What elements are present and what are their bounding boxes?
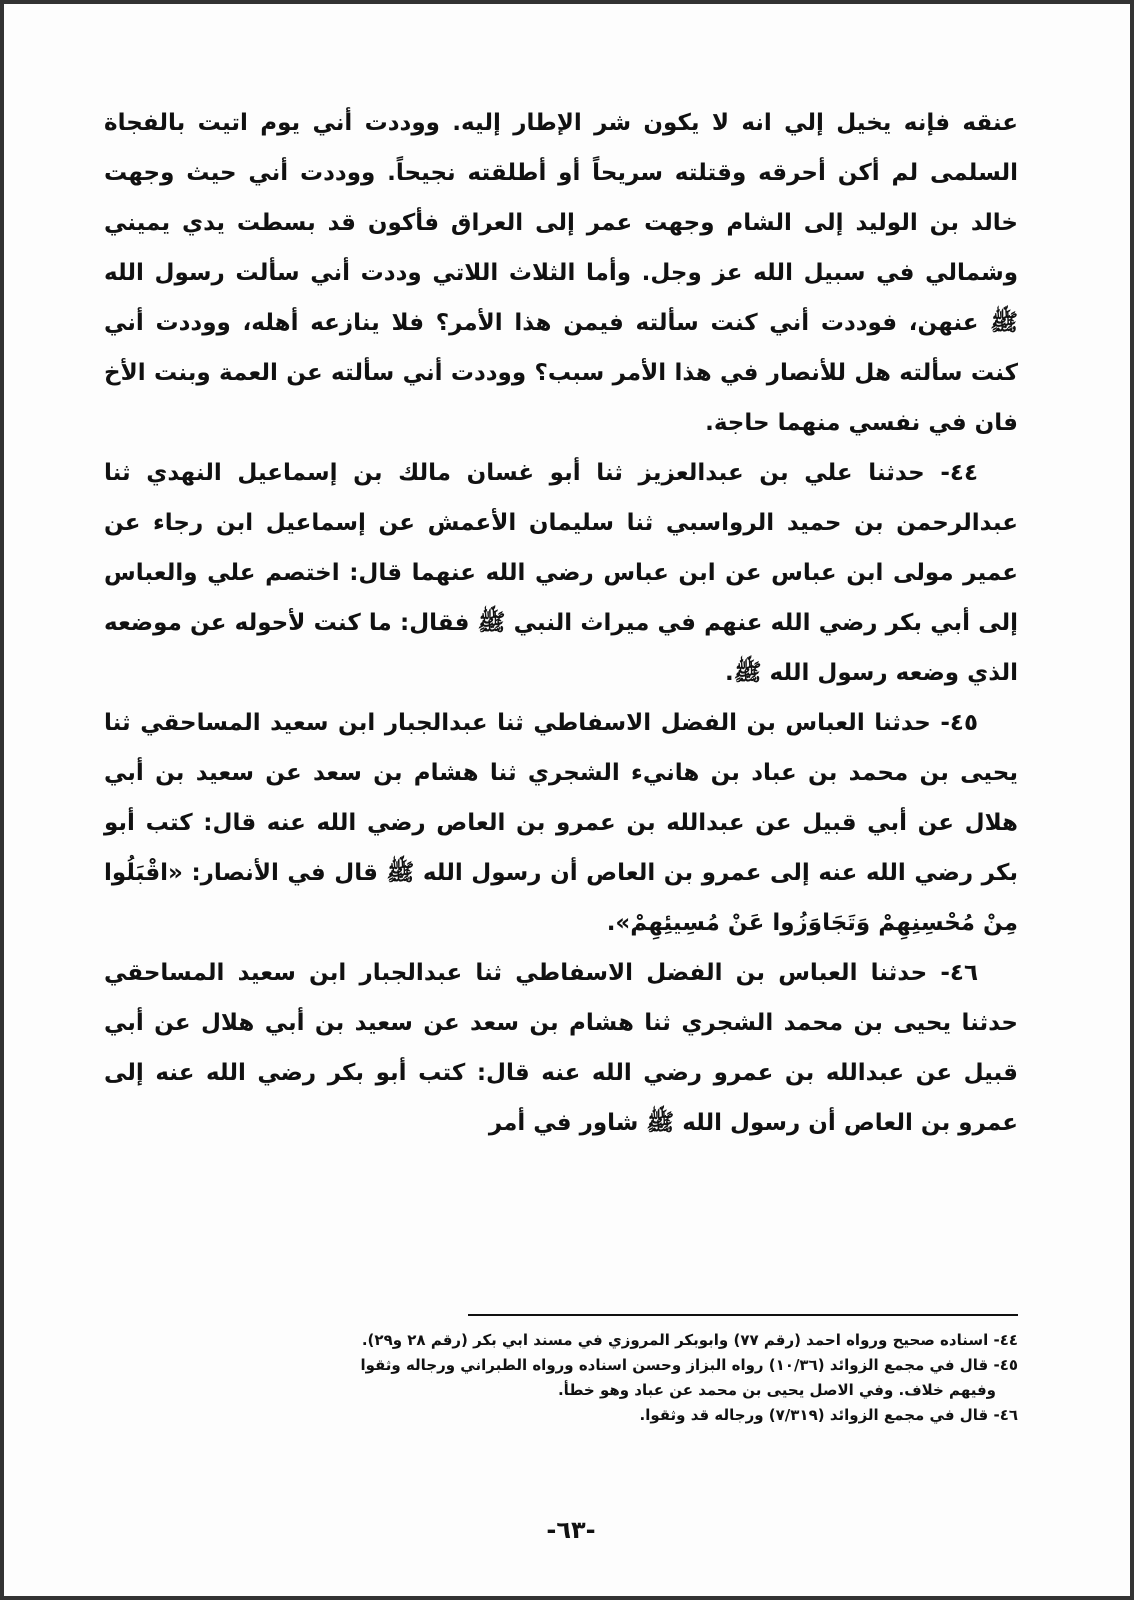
footnote-rule-area [104,1314,1018,1316]
footnote-46: ٤٦- قال في مجمع الزوائد (٧/٣١٩) ورجاله قد وثقوا. [639,1406,1018,1424]
footnote-45: ٤٥- قال في مجمع الزوائد (١٠/٣٦) رواه البزاز وحسن اسناده ورواه الطبراني ورجاله وثقوا [360,1356,1018,1374]
hadith-45: ٤٥- حدثنا العباس بن الفضل الاسفاطي ثنا عبدالجبار ابن سعيد المساحقي ثنا يحيى بن محمد بن عباد بن هانيء الشجري ثنا هشام بن سعد عن سعيد بن أبي هلال عن أبي قبيل عن عبدالله بن عمرو بن العاص رضي الله عنه قال: كتب أبو بكر رضي الله عنه إلى عمرو بن العاص أن رسول الله ﷺ قال في الأنصار: «اقْبَلُوا مِنْ مُحْسِنِهِمْ وَتَجَاوَزُوا عَنْ مُسِيئِهِمْ». [104,710,1018,936]
hadith-44: ٤٤- حدثنا علي بن عبدالعزيز ثنا أبو غسان مالك بن إسماعيل النهدي ثنا عبدالرحمن بن حميد الرواسبي ثنا سليمان الأعمش عن إسماعيل ابن رجاء عن عمير مولى ابن عباس عن ابن عباس رضي الله عنهما قال: اختصم علي والعباس إلى أبي بكر رضي الله عنهم في ميراث النبي ﷺ فقال: ما كنت لأحوله عن موضعه الذي وضعه رسول الله ﷺ. [104,460,1018,686]
footnote-45-continuation: وفيهم خلاف. وفي الاصل يحيى بن محمد عن عباد وهو خطأ. [557,1381,996,1399]
footnotes [104,1328,1018,1428]
paragraph-opening: عنقه فإنه يخيل إلي انه لا يكون شر الإطار إليه. ووددت أني يوم اتيت بالفجاة السلمى لم أكن أحرقه وقتلته سريحاً أو أطلقته نجيحاً. ووددت أني حيث وجهت خالد بن الوليد إلى الشام وجهت عمر إلى العراق فأكون قد بسطت يدي يميني وشمالي في سبيل الله عز وجل. وأما الثلاث اللاتي وددت أني سألت رسول الله ﷺ عنهن، فوددت أني كنت سألته فيمن هذا الأمر؟ فلا ينازعه أهله، ووددت أني كنت سألته هل للأنصار في هذا الأمر سبب؟ ووددت أني سألته عن العمة وبنت الأخ فان في نفسي منهما حاجة. [104,110,1018,436]
footnote-separator [468,1314,1018,1316]
hadith-46: ٤٦- حدثنا العباس بن الفضل الاسفاطي ثنا عبدالجبار ابن سعيد المساحقي حدثنا يحيى بن محمد الشجري ثنا هشام بن سعد عن سعيد بن أبي هلال عن أبي قبيل عن عبدالله بن عمرو رضي الله عنه قال: كتب أبو بكر رضي الله عنه إلى عمرو بن العاص أن رسول الله ﷺ شاور في أمر [104,960,1018,1136]
main-text [104,98,1018,1148]
page-body [104,98,1018,1148]
page-number: -٦٣- [546,1516,596,1544]
footnote-44: ٤٤- اسناده صحيح ورواه احمد (رقم ٧٧) وابوبكر المروزي في مسند ابي بكر (رقم ٢٨ و٢٩). [361,1331,1018,1349]
